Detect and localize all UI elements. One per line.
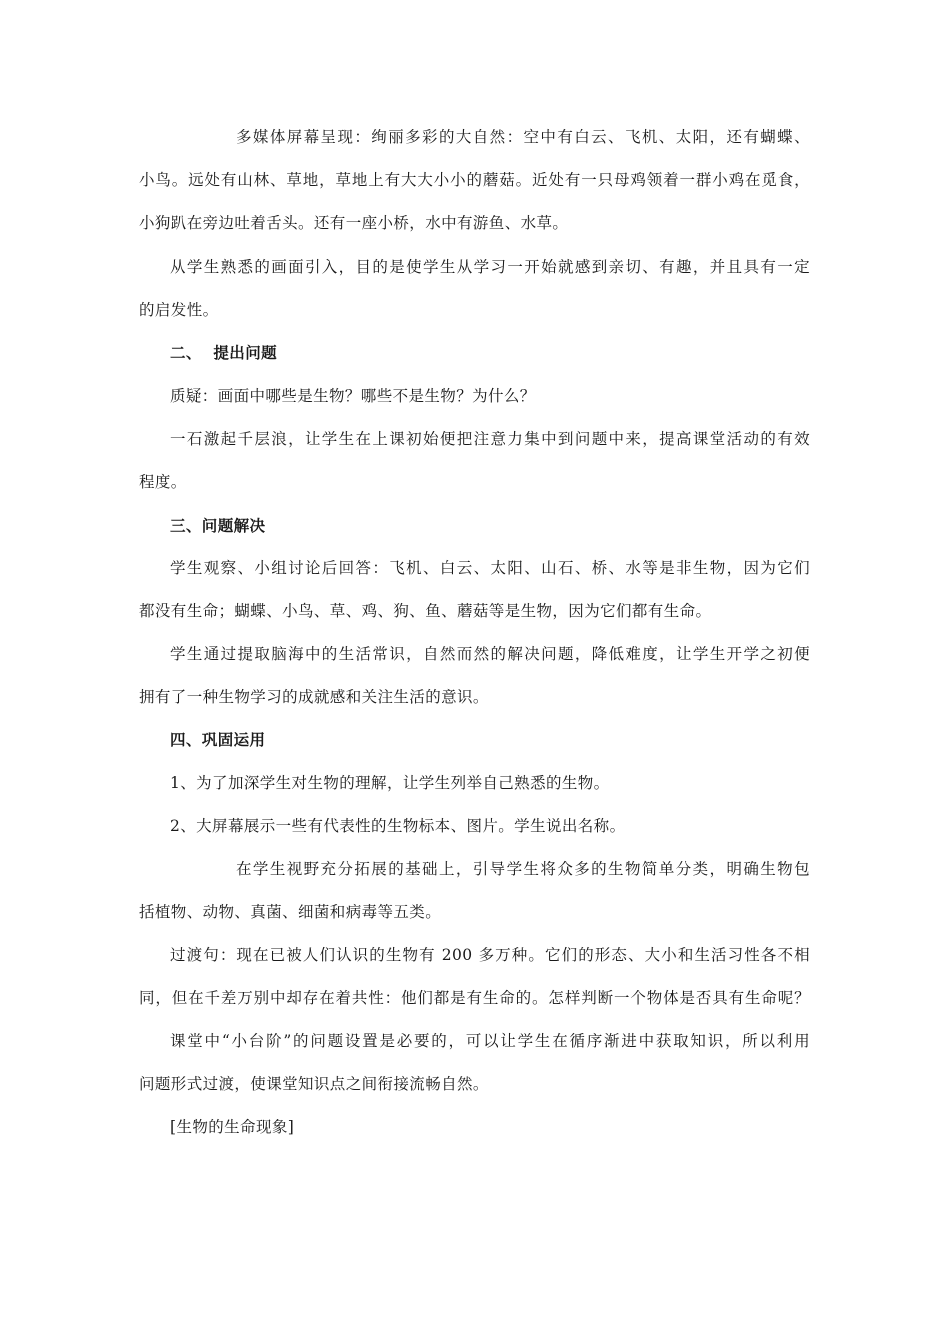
para-intro-purpose-line-2: 的启发性。 <box>139 301 219 319</box>
para-question: 质疑：画面中哪些是生物？哪些不是生物？为什么？ <box>170 387 536 405</box>
para-attention-line-2: 程度。 <box>139 473 187 491</box>
para-transition-line-2: 同，但在千差万别中却存在着共性：他们都是有生命的。怎样判断一个物体是否具有生命呢？ <box>139 989 810 1007</box>
para-multimedia-line-3: 小狗趴在旁边吐着舌头。还有一座小桥，水中有游鱼、水草。 <box>139 214 569 232</box>
section-tag-life-phenomena: [生物的生命现象] <box>170 1118 295 1136</box>
list-item-2: 2、大屏幕展示一些有代表性的生物标本、图片。学生说出名称。 <box>170 817 626 835</box>
para-intro-purpose-line-1: 从学生熟悉的画面引入，目的是使学生从学习一开始就感到亲切、有趣，并且具有一定 <box>170 258 810 276</box>
section-heading-consolidation: 四、巩固运用 <box>170 730 266 749</box>
para-student-answer-line-2: 都没有生命；蝴蝶、小鸟、草、鸡、狗、鱼、蘑菇等是生物，因为它们都有生命。 <box>139 602 712 620</box>
section-heading-problem-solving: 三、问题解决 <box>170 516 266 535</box>
para-attention-line-1: 一石激起千层浪，让学生在上课初始便把注意力集中到问题中来，提高课堂活动的有效 <box>170 430 810 448</box>
para-classification-line-1: 在学生视野充分拓展的基础上，引导学生将众多的生物简单分类，明确生物包 <box>236 860 810 878</box>
para-student-answer-line-1: 学生观察、小组讨论后回答：飞机、白云、太阳、山石、桥、水等是非生物，因为它们 <box>170 559 810 577</box>
para-multimedia-line-1: 多媒体屏幕呈现：绚丽多彩的大自然：空中有白云、飞机、太阳，还有蝴蝶、 <box>236 128 810 146</box>
section-heading-raise-question: 二、 提出问题 <box>170 343 277 362</box>
para-classification-line-2: 括植物、动物、真菌、细菌和病毒等五类。 <box>139 903 442 921</box>
para-life-knowledge-line-1: 学生通过提取脑海中的生活常识，自然而然的解决问题，降低难度，让学生开学之初便 <box>170 645 810 663</box>
para-small-steps-line-2: 问题形式过渡，使课堂知识点之间衔接流畅自然。 <box>139 1075 489 1093</box>
para-transition-line-1: 过渡句：现在已被人们认识的生物有 200 多万种。它们的形态、大小和生活习性各不相 <box>170 946 810 964</box>
list-item-1: 1、为了加深学生对生物的理解，让学生列举自己熟悉的生物。 <box>170 774 610 792</box>
para-multimedia-line-2: 小鸟。远处有山林、草地，草地上有大大小小的蘑菇。近处有一只母鸡领着一群小鸡在觅食， <box>139 171 810 189</box>
para-small-steps-line-1: 课堂中“小台阶”的问题设置是必要的，可以让学生在循序渐进中获取知识，所以利用 <box>170 1032 810 1050</box>
para-life-knowledge-line-2: 拥有了一种生物学习的成就感和关注生活的意识。 <box>139 688 489 706</box>
